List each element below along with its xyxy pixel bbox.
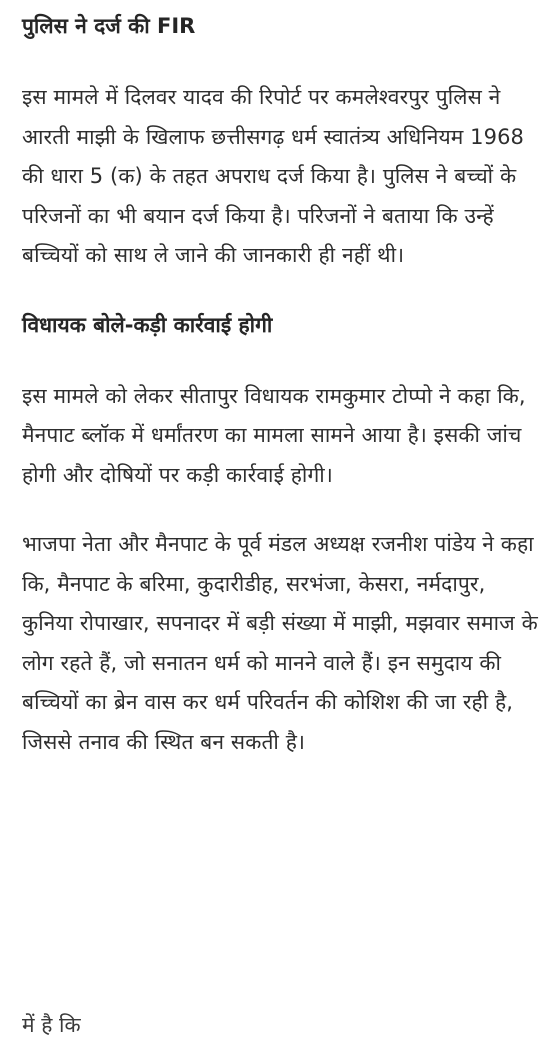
article-body — [22, 0, 542, 762]
section-heading-mla-statement: विधायक बोले-कड़ी कार्रवाई होगी — [22, 312, 273, 337]
truncated-text-line: में है कि — [22, 1013, 81, 1037]
section-heading-fir: पुलिस ने दर्ज की FIR — [22, 14, 196, 38]
paragraph-mla-statement: इस मामले को लेकर सीतापुर विधायक रामकुमार टोप्पो ने कहा कि, मैनपाट ब्लॉक में धर्मांतरण का मामला सामने आया है। इसकी जांच होगी और दोषियों पर कड़ी कार्रवाई होगी। — [22, 383, 526, 487]
paragraph-fir-details: इस मामले में दिलवर यादव की रिपोर्ट पर कमलेश्वरपुर पुलिस ने आरती माझी के खिलाफ छत्तीसगढ़ धर्म स्वातंत्र्य अधिनियम 1968 की धारा 5 (क) के तहत अपराध दर्ज किया है। पुलिस ने बच्चों के परिजनों का भी बयान दर्ज किया है। परिजनों ने बताया कि उन्हें बच्चियों को साथ ले जाने की जानकारी ही नहीं थी। — [22, 85, 525, 267]
paragraph-bjp-leader-statement: भाजपा नेता और मैनपाट के पूर्व मंडल अध्यक्ष रजनीश पांडेय ने कहा कि, मैनपाट के बरिमा, कुदारीडीह, सरभंजा, केसरा, नर्मदापुर, कुनिया रोपाखार, सपनादर में बड़ी संख्या में माझी, मझवार समाज के लोग रहते हैं, जो सनातन धर्म को मानने वाले हैं। इन समुदाय की बच्चियों का ब्रेन वास कर धर्म परिवर्तन की कोशिश की जा रही है, जिससे तनाव की स्थित बन सकती है। — [22, 532, 538, 754]
